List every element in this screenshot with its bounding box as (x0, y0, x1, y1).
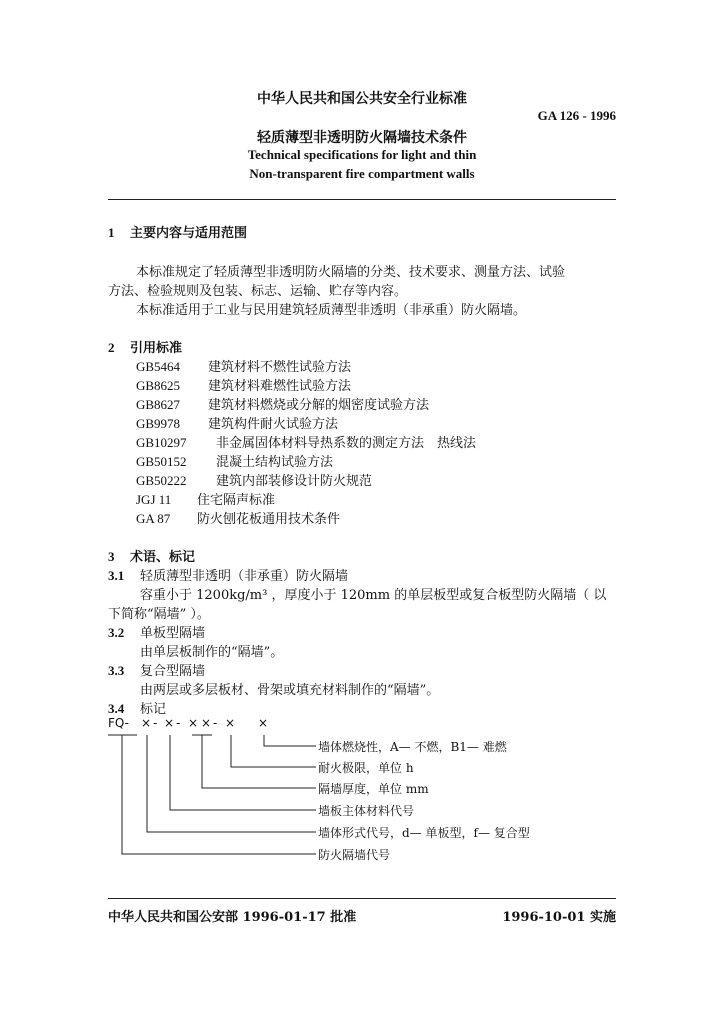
subsection-number: 3.2 (108, 625, 125, 640)
document-title-cn: 轻质薄型非透明防火隔墙技术条件 (257, 130, 467, 146)
reference-title: 建筑材料燃烧或分解的烟密度试验方法 (208, 398, 430, 413)
reference-title: 建筑材料不燃性试验方法 (208, 360, 352, 375)
reference-title: 住宅隔声标准 (197, 493, 276, 508)
section-1-para1-line1: 本标准规定了轻质薄型非透明防火隔墙的分类、技术要求、测量方法、试验 (136, 265, 566, 280)
code-slot-body-material: × (164, 716, 175, 730)
effective-date: 1996-10-01 实施 (502, 910, 616, 925)
leader-line-2 (231, 735, 316, 767)
legend-fire-resistance: 耐火极限，单位 h (318, 761, 414, 775)
reference-title: 防火刨花板通用技术条件 (197, 512, 341, 527)
code-slot-thickness-2: × (201, 716, 212, 730)
legend-wall-code: 防火隔墙代号 (318, 848, 391, 862)
issuing-body-title: 中华人民共和国公共安全行业标准 (257, 91, 467, 107)
subsection-title: 轻质薄型非透明（非承重）防火隔墙 (140, 569, 349, 584)
reference-code: GB50152 (136, 454, 187, 469)
subsection-number: 3.3 (108, 663, 125, 678)
code-separator: - (176, 716, 181, 730)
reference-code: GB8627 (136, 397, 181, 412)
code-separator: - (213, 716, 218, 730)
section-title: 主要内容与适用范围 (130, 226, 248, 241)
leader-line-3 (202, 735, 316, 788)
leader-line-1 (264, 735, 316, 746)
reference-title: 建筑材料难燃性试验方法 (208, 379, 352, 394)
code-slot-thickness-1: × (188, 716, 199, 730)
subsection-title: 复合型隔墙 (140, 664, 206, 679)
subsection-3-3-text: 由两层或多层板材、骨架或填充材料制作的“隔墙”。 (140, 683, 440, 698)
subsection-3-2-text: 由单层板制作的“隔墙”。 (140, 645, 284, 660)
section-1-para1-line2: 方法、检验规则及包装、标志、运输、贮存等内容。 (108, 284, 408, 299)
section-number: 3 (108, 549, 115, 564)
code-slot-fire-rating: × (225, 716, 236, 730)
legend-wall-form: 墙体形式代号，d— 单板型，f— 复合型 (318, 826, 530, 840)
reference-title: 建筑内部装修设计防火规范 (216, 474, 373, 489)
reference-title: 建筑构件耐火试验方法 (208, 417, 339, 432)
reference-title: 混凝土结构试验方法 (216, 455, 334, 470)
section-title: 引用标准 (130, 341, 183, 356)
reference-code: GB8625 (136, 378, 181, 393)
document-title-en-line1: Technical specifications for light and thin (247, 147, 477, 162)
reference-title: 非金属固体材料导热系数的测定方法 热线法 (216, 436, 477, 451)
subsection-title: 单板型隔墙 (140, 626, 206, 641)
reference-code: JGJ 11 (136, 492, 172, 507)
reference-code: GB10297 (136, 435, 187, 450)
section-number: 1 (108, 225, 115, 240)
section-title: 术语、标记 (130, 550, 196, 565)
legend-combustibility: 墙体燃烧性，A— 不燃，B1— 难燃 (318, 740, 507, 754)
approval-info: 中华人民共和国公安部 1996-01-17 批准 (108, 910, 357, 925)
reference-code: GB5464 (136, 359, 181, 374)
legend-thickness: 隔墙厚度，单位 mm (318, 782, 429, 796)
code-separator: - (153, 716, 158, 730)
code-slot-combustibility: × (258, 716, 269, 730)
footer-divider (108, 898, 616, 899)
subsection-3-1-line2: 下简称“隔墙” ）。 (108, 607, 210, 622)
reference-code: GA 87 (136, 511, 171, 526)
section-1-para2: 本标准适用于工业与民用建筑轻质薄型非透明（非承重）防火隔墙。 (136, 303, 527, 318)
code-prefix: FQ- (108, 716, 130, 730)
reference-code: GB50222 (136, 473, 187, 488)
section-number: 2 (108, 340, 115, 355)
leader-line-6 (122, 735, 316, 854)
legend-body-material: 墙板主体材料代号 (318, 804, 415, 818)
reference-code: GB9978 (136, 416, 181, 431)
subsection-number: 3.4 (108, 701, 125, 716)
subsection-number: 3.1 (108, 568, 125, 583)
code-slot-material-form: × (141, 716, 152, 730)
subsection-title: 标记 (140, 702, 167, 717)
standard-code: GA 126 - 1996 (537, 108, 616, 123)
subsection-3-1-line1: 容重小于 1200kg/m³ ，厚度小于 120mm 的单层板型或复合板型防火隔墙（ 以 (140, 588, 607, 603)
document-title-en-line2: Non-transparent fire compartment walls (249, 166, 475, 181)
